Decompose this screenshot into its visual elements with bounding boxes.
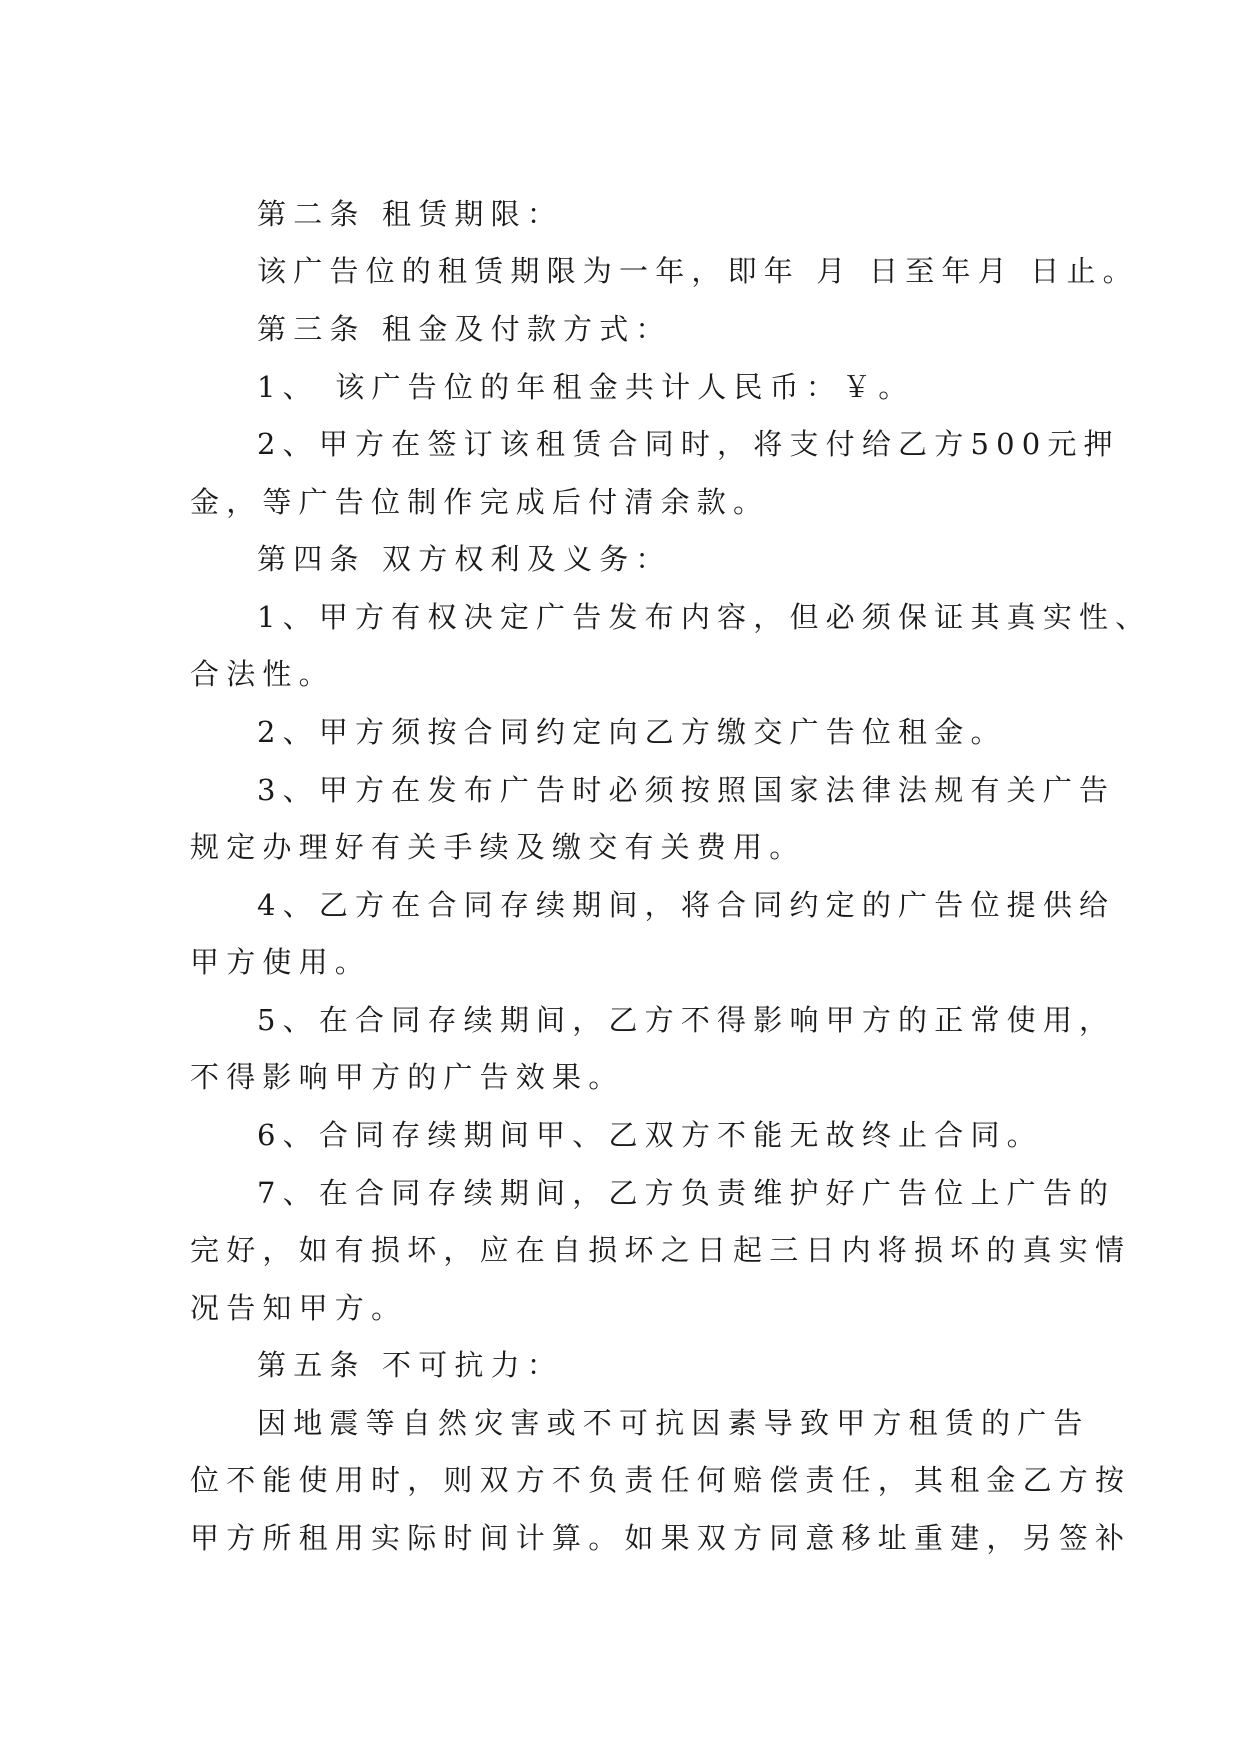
article-4-heading: 第四条 双方权利及义务： xyxy=(257,542,672,576)
paragraph-line: 1、甲方有权决定广告发布内容，但必须保证其真实性、 xyxy=(257,600,1152,634)
paragraph-line: 金，等广告位制作完成后付清余款。 xyxy=(190,485,770,519)
paragraph-line: 不得影响甲方的广告效果。 xyxy=(190,1060,625,1094)
paragraph-line: 2、甲方须按合同约定向乙方缴交广告位租金。 xyxy=(257,715,1007,749)
paragraph-line: 因地震等自然灾害或不可抗因素导致甲方租赁的广告 xyxy=(257,1406,1090,1440)
paragraph-line: 该广告位的租赁期限为一年，即年 月 日至年月 日止。 xyxy=(257,254,1139,288)
paragraph-line: 5、在合同存续期间，乙方不得影响甲方的正常使用， xyxy=(257,1003,1116,1037)
paragraph-line: 4、乙方在合同存续期间，将合同约定的广告位提供给 xyxy=(257,888,1116,922)
paragraph-line: 合法性。 xyxy=(190,657,335,691)
paragraph-line: 6、合同存续期间甲、乙双方不能无故终止合同。 xyxy=(257,1118,1043,1152)
paragraph-line: 甲方使用。 xyxy=(190,945,372,979)
paragraph-line: 7、在合同存续期间，乙方负责维护好广告位上广告的 xyxy=(257,1176,1116,1210)
paragraph-line: 1、 该广告位的年租金共计人民币：￥。 xyxy=(257,370,915,404)
paragraph-line: 规定办理好有关手续及缴交有关费用。 xyxy=(190,830,806,864)
paragraph-line: 况告知甲方。 xyxy=(190,1291,408,1325)
paragraph-line: 位不能使用时，则双方不负责任何赔偿责任，其租金乙方按 xyxy=(190,1463,1132,1497)
paragraph-line: 甲方所租用实际时间计算。如果双方同意移址重建，另签补 xyxy=(190,1521,1132,1555)
paragraph-line: 完好，如有损坏，应在自损坏之日起三日内将损坏的真实情 xyxy=(190,1233,1132,1267)
article-2-heading: 第二条 租赁期限： xyxy=(257,197,564,231)
paragraph-line: 3、甲方在发布广告时必须按照国家法律法规有关广告 xyxy=(257,773,1116,807)
paragraph-line: 2、甲方在签订该租赁合同时，将支付给乙方500元押 xyxy=(257,427,1120,461)
article-3-heading: 第三条 租金及付款方式： xyxy=(257,312,672,346)
article-5-heading: 第五条 不可抗力： xyxy=(257,1348,564,1382)
